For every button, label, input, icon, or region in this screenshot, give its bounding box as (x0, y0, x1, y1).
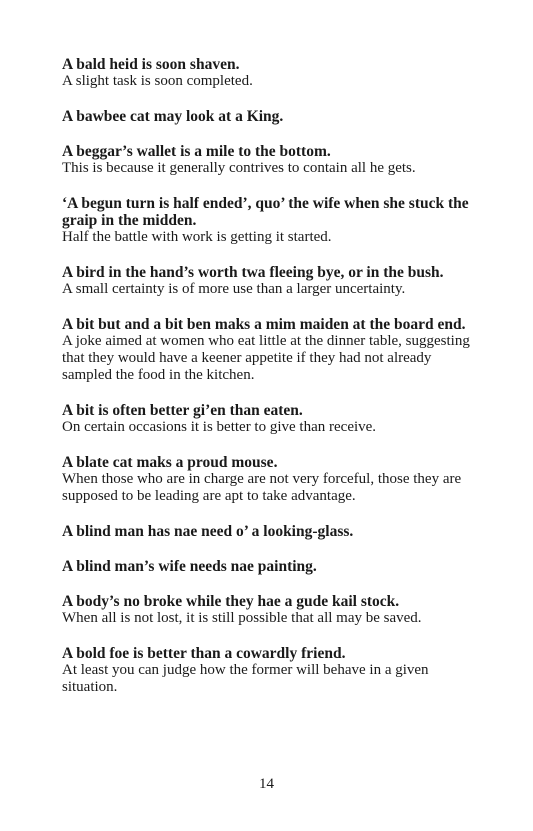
proverb-saying: A beggar’s wallet is a mile to the bottom. (62, 143, 331, 160)
proverb-saying: A bold foe is better than a cowardly friend. (62, 645, 346, 662)
proverb-meaning: This is because it generally contrives to contain all he gets. (62, 160, 416, 176)
proverb-saying: A blate cat maks a proud mouse. (62, 454, 278, 471)
proverb-entry (62, 108, 482, 125)
proverb-saying: ‘A begun turn is half ended’, quo’ the wife when she stuck the graip in the midden. (62, 195, 469, 229)
proverb-meaning: A small certainty is of more use than a larger uncertainty. (62, 281, 406, 297)
proverb-entry (62, 558, 482, 575)
proverb-saying: A body’s no broke while they hae a gude kail stock. (62, 593, 400, 610)
proverb-meaning: When all is not lost, it is still possible that all may be saved. (62, 610, 422, 626)
proverb-meaning: A joke aimed at women who eat little at the dinner table, suggesting that they would have a keener appetite if they had not already sampled the food in the kitchen. (62, 333, 470, 383)
proverb-saying: A bit but and a bit ben maks a mim maiden at the board end. (62, 316, 466, 333)
proverb-meaning: When those who are in charge are not very forceful, those they are supposed to be leading are apt to take advantage. (62, 471, 462, 504)
proverb-entry (62, 264, 482, 298)
proverb-entry (62, 645, 482, 696)
proverb-saying: A bird in the hand’s worth twa fleeing bye, or in the bush. (62, 264, 444, 281)
proverb-saying: A bald heid is soon shaven. (62, 56, 240, 73)
proverb-entry (62, 523, 482, 540)
proverb-meaning: At least you can judge how the former will behave in a given situation. (62, 662, 429, 695)
proverb-saying: A bawbee cat may look at a King. (62, 108, 284, 125)
proverb-entry (62, 402, 482, 436)
page-content (62, 56, 482, 714)
page-number: 14 (259, 776, 274, 792)
proverb-entry (62, 56, 482, 90)
proverb-entry (62, 454, 482, 505)
proverb-entry (62, 143, 482, 177)
proverb-entry (62, 195, 482, 246)
proverb-saying: A blind man’s wife needs nae painting. (62, 558, 317, 575)
proverb-saying: A bit is often better gi’en than eaten. (62, 402, 303, 419)
proverb-entry (62, 316, 482, 384)
proverb-meaning: On certain occasions it is better to give than receive. (62, 419, 377, 435)
proverb-meaning: A slight task is soon completed. (62, 73, 253, 89)
proverb-meaning: Half the battle with work is getting it started. (62, 229, 332, 245)
proverb-saying: A blind man has nae need o’ a looking-glass. (62, 523, 354, 540)
proverb-entry (62, 593, 482, 627)
